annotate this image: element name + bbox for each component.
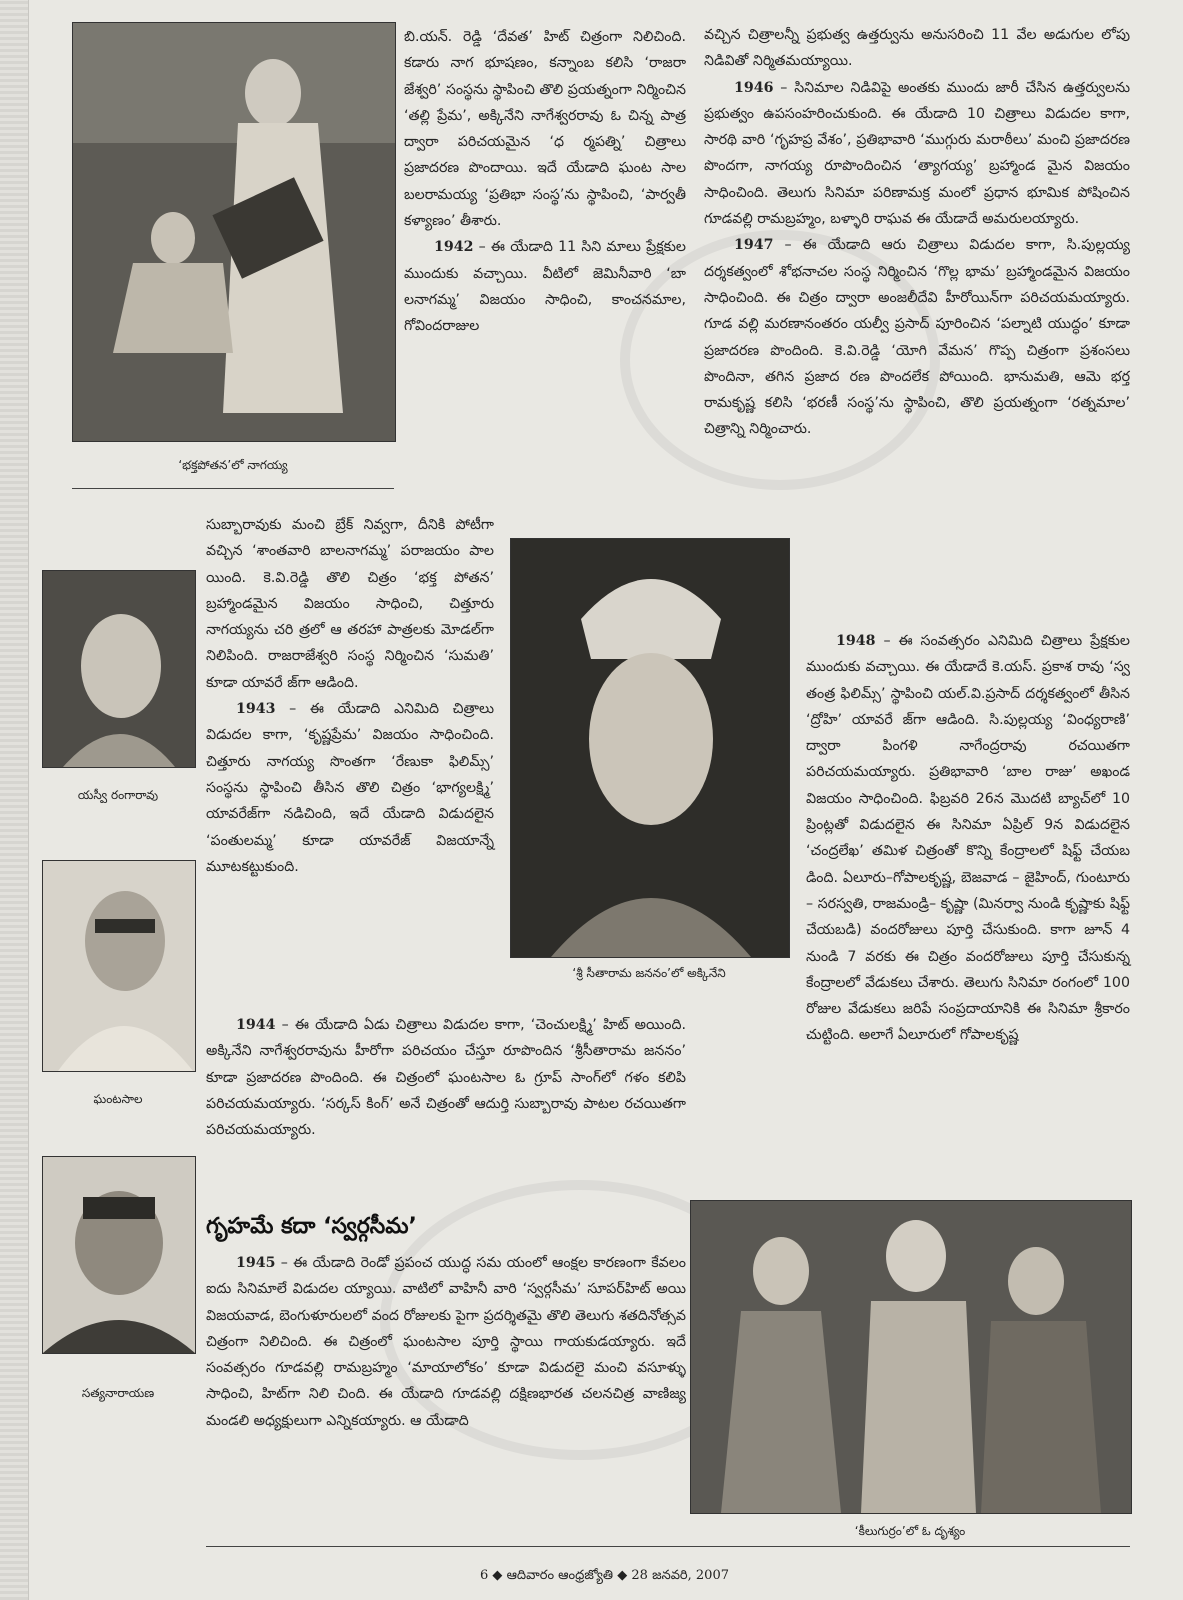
photo-sitarama-jananam — [510, 538, 790, 958]
photo-caption: ‘కీలుగుర్రం’లో ఓ దృశ్యం — [854, 1524, 966, 1538]
article-column — [206, 1250, 686, 1434]
page-margin-strip — [0, 0, 29, 1600]
publication-name: ఆదివారం ఆంధ్రజ్యోతి — [506, 1568, 614, 1583]
photo-caption: సత్యనారాయణ — [81, 1386, 155, 1400]
portrait-icon — [43, 861, 195, 1071]
paragraph: వచ్చిన చిత్రాలన్నీ ప్రభుత్వ ఉత్తర్వును అనుసరించి 11 వేల అడుగుల లోపు నిడివితో నిర్మితమయ్యాయి. — [704, 27, 1130, 70]
paragraph: 1948 – ఈ సంవత్సరం ఎనిమిది చిత్రాలు ప్రేక్షకుల ముందుకు వచ్చాయి. ఈ యేడాదే కె.యస్. ప్రకాశ రావు ‘స్వ తంత్ర ఫిలిమ్స్’ స్థాపించి యల్.వి.ప్రసాద్ దర్శకత్వంలో తీసిన ‘ద్రోహి’ యావరే జ్‌గా ఆడింది. సి.పుల్లయ్య ‘వింధ్యరాణి’ ద్వారా పింగళి నాగేంద్రరావు రచయితగా పరిచయమయ్యారు. ప్రతిభావారి ‘బాల రాజు’ అఖండ విజయం సాధించింది. ఫిబ్రవరి 26న మొదటి బ్యాచ్‌లో 10 ప్రింట్లతో విడుదలైన ఈ సినిమా ఏప్రిల్ 9న విడుదలైన ‘చంద్రలేఖ’ తమిళ చిత్రంతో కొన్ని కేంద్రాలలో షిఫ్ట్ చేయబ డింది. ఏలూరు–గోపాలకృష్ణ, బెజవాడ – జైహింద్, గుంటూరు – సరస్వతి, రాజమండ్రి– కృష్ణా (మినర్వా నుండి కృష్ణాకు షిఫ్ట్ చేయబడి) వందరోజులు పూర్తి చేసుకుంది. కాగా జూన్ 4 నుండి 7 వరకు ఈ చిత్రం వందరోజులు పూర్తి చేసుకున్న కేంద్రాలలో వేడుకలు చేశారు. తెలుగు సినిమా రంగంలో 100 రోజుల వేడుకలు జరిపే సంప్రదాయానికి ఈ సినిమా శ్రీకారం చుట్టింది. అలాగే ఏలూరులో గోపాలకృష్ణ — [806, 633, 1130, 1044]
film-still-icon — [73, 23, 395, 441]
photo-bhakta-potana — [72, 22, 396, 442]
footer-divider — [206, 1546, 1130, 1547]
photo-caption: ‘భక్తపోతన’లో నాగయ్య — [178, 458, 288, 472]
paragraph: 1946 – సినిమాల నిడివిపై అంతకు ముందు జారీ చేసిన ఉత్తర్వులను ప్రభుత్వం ఉపసంహరించుకుంది. ఈ యేడాది 10 చిత్రాలు విడుదల కాగా, సారథి వారి ‘గృహప్ర వేశం’, ప్రతిభావారి ‘ముగ్గురు మరాఠీలు’ మంచి ప్రజాదరణ పొందగా, నాగయ్య రూపొందించిన ‘త్యాగయ్య’ బ్రహ్మాండ మైన విజయం సాధించింది. తెలుగు సినిమా పరిణామక్ర మంలో ప్రధాన భూమిక పోషించిన గూడవల్లి రామబ్రహ్మం, బళ్ళారి రాఘవ ఈ యేడాదే అమరులయ్యారు. — [704, 79, 1130, 228]
portrait-icon — [43, 1157, 195, 1353]
article-column — [404, 24, 686, 340]
page-footer — [480, 1568, 729, 1586]
section-heading: గృహమే కదా ‘స్వర్గసీమ’ — [206, 1214, 417, 1239]
page-number: 6 — [480, 1568, 489, 1583]
portrait-icon — [43, 571, 195, 767]
photo-satyanarayana — [42, 1156, 196, 1354]
year-label: 1942 — [434, 239, 474, 256]
year-label: 1945 — [236, 1255, 276, 1271]
separator-icon: ◆ — [492, 1568, 503, 1583]
year-label: 1946 — [734, 79, 774, 96]
photo-caption: యస్వీ రంగారావు — [77, 788, 159, 802]
paragraph: 1947 – ఈ యేడాది ఆరు చిత్రాలు విడుదల కాగా, సి.పుల్లయ్య దర్శకత్వంలో శోభనాచల సంస్థ నిర్మించిన ‘గొల్ల భామ’ బ్రహ్మాండమైన విజయం సాధించింది. ఈ చిత్రం ద్వారా అంజలీదేవి హీరోయిన్‌గా పరిచయమయ్యారు. గూడ వల్లి మరణానంతరం యల్వీ ప్రసాద్ పూరించిన ‘పల్నాటి యుద్ధం’ కూడా ప్రజాదరణ పొందింది. కె.వి.రెడ్డి ‘యోగి వేమన’ గొప్ప చిత్రంగా ప్రశంసలు పొందినా, తగిన ప్రజాద రణ పొందలేక పోయింది. భానుమతి, ఆమె భర్త రామకృష్ణ కలిసి ‘భరణీ సంస్థ’ను స్థాపించి, తొలి ప్రయత్నంగా ‘రత్నమాల’ చిత్రాన్ని నిర్మించారు. — [704, 237, 1130, 438]
year-label: 1948 — [836, 633, 876, 649]
photo-caption: ఘంటసాల — [93, 1092, 143, 1106]
year-label: 1944 — [236, 1017, 276, 1033]
issue-date: 28 జనవరి, 2007 — [631, 1568, 729, 1583]
article-column — [206, 1012, 686, 1143]
year-label: 1947 — [734, 237, 774, 254]
paragraph: 1945 – ఈ యేడాది రెండో ప్రపంచ యుద్ధ సమ యంలో ఆంక్షల కారణంగా కేవలం ఐదు సినిమాలే విడుదల య్యాయి. వాటిలో వాహినీ వారి ‘స్వర్గసీమ’ సూపర్‌హిట్ అయి విజయవాడ, బెంగుళూరులలో వంద రోజులకు పైగా ప్రదర్శితమై తొలి తెలుగు శతదినోత్సవ చిత్రంగా నిలిచింది. ఈ చిత్రంలో ఘంటసాల పూర్తి స్థాయి గాయకుడయ్యారు. ఇదే సంవత్సరం గూడవల్లి రామబ్రహ్మం ‘మాయాలోకం’ కూడా విడుదలై మంచి వసూళ్ళు సాధించి, హిట్‌గా నిలి చింది. ఈ యేడాది గూడవల్లి దక్షిణభారత చలనచిత్ర వాణిజ్య మండలి అధ్యక్షులుగా ఎన్నికయ్యారు. ఆ యేడాది — [206, 1255, 686, 1429]
portrait-icon — [511, 539, 789, 957]
paragraph: బి.యన్. రెడ్డి ‘దేవత’ హిట్ చిత్రంగా నిలిచింది. కడారు నాగ భూషణం, కన్నాంబ కలిసి ‘రాజరా జేశ్వరి’ సంస్థను స్థాపించి తొలి ప్రయత్నంగా నిర్మించిన ‘తల్లి ప్రేమ’, అక్కినేని నాగేశ్వరరావు ఓ చిన్న పాత్ర ద్వారా పరిచయమైన ‘ధ ర్మపత్ని’ చిత్రాలు ప్రజాదరణ పొందాయి. ఇదే యేడాది ఘంట సాల బలరామయ్య ‘ప్రతిభా సంస్థ’ను స్థాపించి, ‘పార్వతీ కళ్యాణం’ తీశారు. — [404, 29, 686, 230]
photo-caption: ‘శ్రీ సీతారామ జననం’లో అక్కినేని — [572, 966, 726, 980]
paragraph: సుబ్బారావుకు మంచి బ్రేక్ నివ్వగా, దీనికి పోటీగా వచ్చిన ‘శాంతవారి బాలనాగమ్మ’ పరాజయం పాల యింది. కె.వి.రెడ్డి తొలి చిత్రం ‘భక్త పోతన’ బ్రహ్మాండమైన విజయం సాధించి, చిత్తూరు నాగయ్యను చరి త్రలో ఆ తరహా పాత్రలకు మోడల్‌గా నిలిపింది. రాజరాజేశ్వరి సంస్థ నిర్మించిన ‘సుమతి’ కూడా యావరే జ్‌గా ఆడింది. — [206, 517, 494, 691]
paragraph: 1942 – ఈ యేడాది 11 సిని మాలు ప్రేక్షకుల ముందుకు వచ్చాయి. వీటిలో జెమినీవారి ‘బా లనాగమ్మ’ విజయం సాధించి, కాంచనమాల, గోవిందరాజుల — [404, 239, 686, 335]
year-label: 1943 — [236, 701, 276, 718]
separator-icon: ◆ — [617, 1568, 628, 1583]
article-column — [806, 628, 1130, 1049]
divider — [72, 488, 394, 489]
paragraph: 1943 – ఈ యేడాది ఎనిమిది చిత్రాలు విడుదల కాగా, ‘కృష్ణప్రేమ’ విజయం సాధించింది. చిత్తూరు నాగయ్య సొంతగా ‘రేణుకా ఫిలిమ్స్’ సంస్థను స్థాపించి తీసిన తొలి చిత్రం ‘భాగ్యలక్ష్మి’ యావరేజ్‌గా నడిచింది, ఇదే యేడాది విడుదలైన ‘పంతులమ్మ’ కూడా యావరేజ్ విజయాన్నే మూటకట్టుకుంది. — [206, 701, 494, 875]
photo-sv-rangarao — [42, 570, 196, 768]
photo-keelugurram — [690, 1200, 1132, 1514]
article-column — [206, 512, 494, 880]
photo-ghantasala — [42, 860, 196, 1072]
paragraph: 1944 – ఈ యేడాది ఏడు చిత్రాలు విడుదల కాగా, ‘చెంచులక్ష్మి’ హిట్ అయింది. అక్కినేని నాగేశ్వరరావును హీరోగా పరిచయం చేస్తూ రూపొందిన ‘శ్రీసీతారామ జననం’ కూడా ప్రజాదరణ పొందింది. ఈ చిత్రంలో ఘంటసాల ఓ గ్రూప్ సాంగ్‌లో గళం కలిపి పరిచయమయ్యారు. ‘సర్కస్ కింగ్’ అనే చిత్రంతో ఆదుర్తి సుబ్బారావు పాటల రచయితగా పరిచయమయ్యారు. — [206, 1017, 686, 1139]
film-still-icon — [691, 1201, 1131, 1513]
article-column — [704, 22, 1130, 443]
